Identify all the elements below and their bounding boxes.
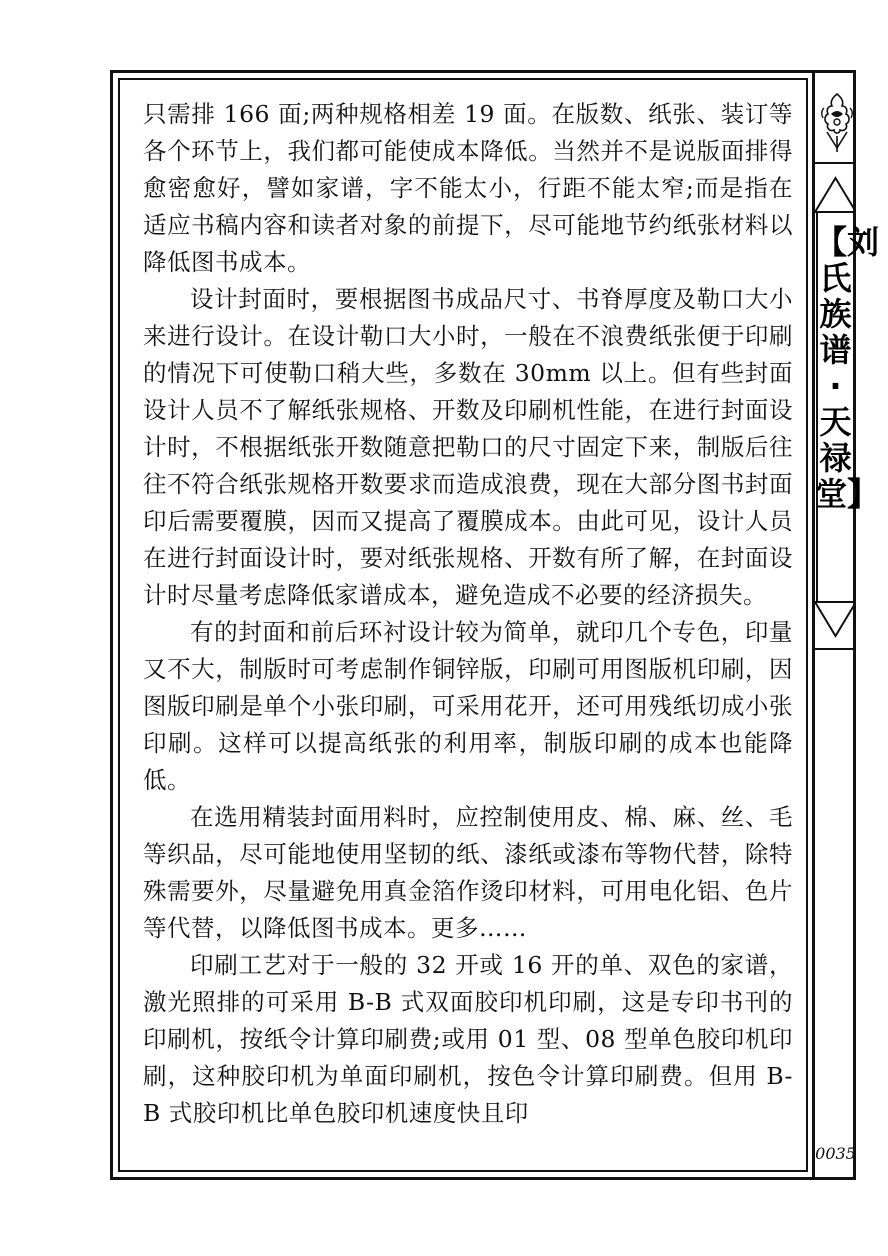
dragon-emblem-icon (818, 88, 856, 156)
body-text (143, 96, 793, 1132)
paragraph: 在选用精装封面用料时，应控制使用皮、棉、麻、丝、毛等织品，尽可能地使用坚韧的纸、漆纸或漆布等物代替，除特殊需要外，尽量避免用真金箔作烫印材料，可用电化铝、色片等代替，以降低图书成本。更多…… (143, 803, 793, 942)
paragraph: 只需排 166 面;两种规格相差 19 面。在版数、纸张、装订等各个环节上，我们都可能使成本降低。当然并不是说版面排得愈密愈好，譬如家谱，字不能太小，行距不能太窄;而是指在适应书稿内容和读者对象的前提下，尽可能地节约纸张材料以降低图书成本。 (143, 100, 793, 276)
sidebar-separator (815, 162, 856, 164)
paragraph: 设计封面时，要根据图书成品尺寸、书脊厚度及勒口大小来进行设计。在设计勒口大小时，一般在不浪费纸张便于印刷的情况下可使勒口稍大些，多数在 30mm 以上。但有些封面设计人员不了解纸张规格、开数及印刷机性能，在进行封面设计时，不根据纸张开数随意把勒口的尺寸固定下来，制版后往往不符合纸张规格开数要求而造成浪费，现在大部分图书封面印后需要覆膜，因而又提高了覆膜成本。由此可见，设计人员在进行封面设计时，要对纸张规格、开数有所了解，在封面设计时尽量考虑降低家谱成本，避免造成不必要的经济损失。 (143, 285, 793, 609)
page-number: 0035 (815, 1144, 856, 1163)
paragraph: 印刷工艺对于一般的 32 开或 16 开的单、双色的家谱，激光照排的可采用 B-B 式双面胶印机印刷，这是专印书刊的印刷机，按纸令计算印刷费;或用 01 型、08 型单色胶印机印刷，这种胶印机为单面印刷机，按色令计算印刷费。但用 B-B 式胶印机比单色胶印机速度快且印 (143, 951, 793, 1127)
sidebar-separator (815, 648, 856, 650)
paragraph: 有的封面和前后环衬设计较为简单，就印几个专色，印量又不大，制版时可考虑制作铜锌版，印刷可用图版机印刷，因图版印刷是单个小张印刷，可采用花开，还可用残纸切成小张印刷。这样可以提高纸张的利用率，制版印刷的成本也能降低。 (143, 618, 793, 794)
genealogy-title: 【刘氏族谱·天禄堂】 (815, 223, 880, 513)
